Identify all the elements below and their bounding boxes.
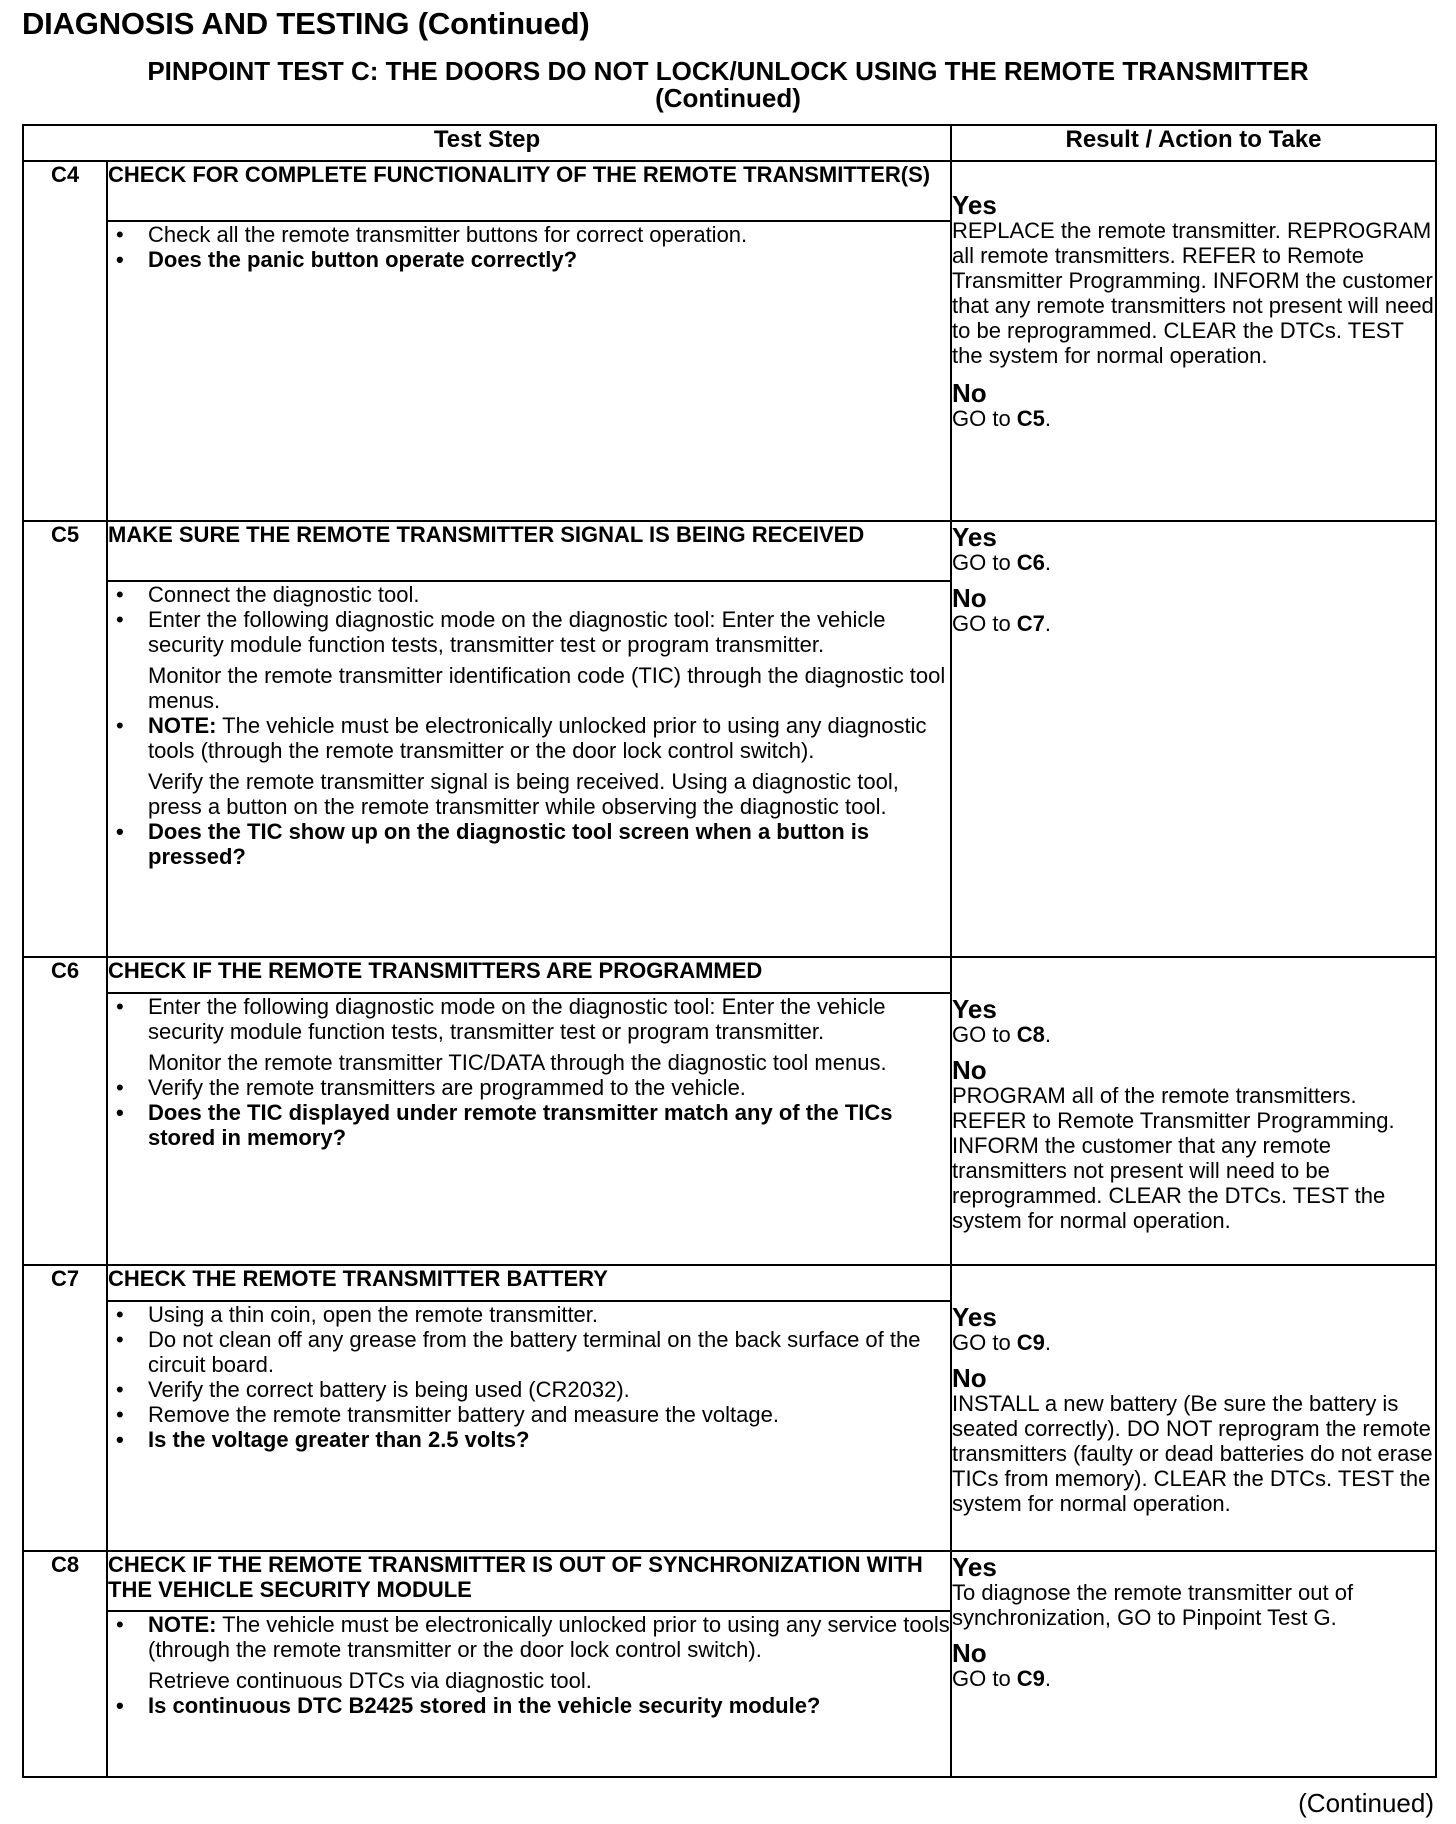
- result-no: [952, 1365, 1435, 1516]
- result-no: [952, 1057, 1435, 1233]
- yes-action: [952, 1330, 1435, 1355]
- step-question: • Is the voltage greater than 2.5 volts?: [108, 1427, 950, 1452]
- step-id: C4: [23, 161, 107, 521]
- step-paragraph: Monitor the remote transmitter identification code (TIC) through the diagnostic tool menus.: [148, 663, 946, 713]
- result-yes: [952, 524, 1435, 575]
- step-item: • Verify the correct battery is being used (CR2032).: [108, 1377, 950, 1402]
- step-item: • Enter the following diagnostic mode on the diagnostic tool: Enter the vehicle security module function tests, transmitter test or program transmitter.: [108, 607, 950, 657]
- result-yes: [952, 996, 1435, 1047]
- step-title: CHECK IF THE REMOTE TRANSMITTERS ARE PROGRAMMED: [107, 957, 951, 993]
- yes-label: Yes: [952, 994, 997, 1024]
- step-id: C5: [23, 521, 107, 957]
- goto-prefix: GO to: [952, 406, 1017, 431]
- table-header-row: [23, 125, 1436, 161]
- step-question: • Does the panic button operate correctly?: [108, 247, 950, 272]
- step-title: CHECK IF THE REMOTE TRANSMITTER IS OUT OF SYNCHRONIZATION WITH THE VEHICLE SECURITY MODULE: [107, 1551, 951, 1611]
- no-action: INSTALL a new battery (Be sure the battery is seated correctly). DO NOT reprogram the remote transmitters (faulty or dead batteries do not erase TICs from memory). CLEAR the DTCs. TEST the system for normal operation.: [952, 1391, 1433, 1516]
- step-body: [107, 221, 951, 521]
- step-item: • Do not clean off any grease from the battery terminal on the back surface of the circuit board.: [108, 1327, 950, 1377]
- yes-label: Yes: [952, 522, 997, 552]
- step-body: [107, 1611, 951, 1777]
- step-c8-title-row: [23, 1551, 1436, 1611]
- result-yes: [952, 192, 1435, 368]
- no-label: No: [952, 1638, 987, 1668]
- pinpoint-test-table: [22, 124, 1437, 1778]
- step-item: • Enter the following diagnostic mode on the diagnostic tool: Enter the vehicle security module function tests, transmitter test or program transmitter.: [108, 994, 950, 1044]
- step-c8-result: [951, 1551, 1436, 1777]
- column-header-result: Result / Action to Take: [951, 125, 1436, 161]
- result-no: [952, 380, 1435, 431]
- step-c5-title-row: [23, 521, 1436, 581]
- step-body: [107, 993, 951, 1265]
- step-c4-title-row: [23, 161, 1436, 221]
- step-id: C6: [23, 957, 107, 1265]
- goto-target-link[interactable]: C9: [1016, 1330, 1045, 1355]
- step-paragraph: Monitor the remote transmitter TIC/DATA through the diagnostic tool menus.: [148, 1050, 887, 1075]
- yes-action: REPLACE the remote transmitter. REPROGRAM all remote transmitters. REFER to Remote Transmitter Programming. INFORM the customer that any remote transmitters not present will need to be reprogrammed. CLEAR the DTCs. TEST the system for normal operation.: [952, 218, 1434, 368]
- step-c6-title-row: [23, 957, 1436, 993]
- step-title: CHECK THE REMOTE TRANSMITTER BATTERY: [107, 1265, 951, 1301]
- step-c7-title-row: [23, 1265, 1436, 1301]
- yes-label: Yes: [952, 190, 997, 220]
- goto-prefix: GO to: [952, 611, 1017, 636]
- step-note: [108, 1612, 950, 1662]
- note-label: NOTE:: [148, 1612, 217, 1637]
- step-c4-result: [951, 161, 1436, 521]
- no-action: PROGRAM all of the remote transmitters. REFER to Remote Transmitter Programming. INFORM the customer that any remote transmitters not present will need to be reprogrammed. CLEAR the DTCs. TEST the system for normal operation.: [952, 1083, 1395, 1233]
- step-item: • Check all the remote transmitter buttons for correct operation.: [108, 222, 950, 247]
- step-title: MAKE SURE THE REMOTE TRANSMITTER SIGNAL IS BEING RECEIVED: [107, 521, 951, 581]
- step-paragraph: Verify the remote transmitter signal is being received. Using a diagnostic tool, press a button on the remote transmitter while observing the diagnostic tool.: [148, 769, 899, 819]
- page-header: DIAGNOSIS AND TESTING (Continued): [22, 6, 590, 41]
- pinpoint-test-title: [22, 58, 1434, 112]
- result-yes: [952, 1554, 1435, 1630]
- no-label: No: [952, 378, 987, 408]
- note-text: The vehicle must be electronically unlocked prior to using any service tools (through the remote transmitter or the door lock control switch).: [148, 1612, 950, 1662]
- goto-target-link[interactable]: C9: [1016, 1666, 1045, 1691]
- goto-suffix: .: [1044, 406, 1052, 431]
- note-text: The vehicle must be electronically unlocked prior to using any diagnostic tools (through the remote transmitter or the door lock control switch).: [148, 713, 927, 763]
- goto-suffix: .: [1044, 1022, 1052, 1047]
- step-question: • Is continuous DTC B2425 stored in the vehicle security module?: [108, 1693, 950, 1718]
- goto-target-link[interactable]: C5: [1016, 406, 1045, 431]
- step-question: • Does the TIC show up on the diagnostic tool screen when a button is pressed?: [108, 819, 950, 869]
- no-label: No: [952, 1363, 987, 1393]
- no-label: No: [952, 583, 987, 613]
- step-item: • Using a thin coin, open the remote transmitter.: [108, 1302, 950, 1327]
- step-question: • Does the TIC displayed under remote transmitter match any of the TICs stored in memory?: [108, 1100, 950, 1150]
- no-action: [952, 611, 1435, 636]
- step-item: • Remove the remote transmitter battery and measure the voltage.: [108, 1402, 950, 1427]
- step-item: • Verify the remote transmitters are programmed to the vehicle.: [108, 1075, 950, 1100]
- result-no: [952, 1640, 1435, 1691]
- goto-target-link[interactable]: C6: [1016, 550, 1045, 575]
- column-header-test-step: Test Step: [23, 125, 951, 161]
- step-title: CHECK FOR COMPLETE FUNCTIONALITY OF THE REMOTE TRANSMITTER(S): [107, 161, 951, 221]
- goto-prefix: GO to: [952, 550, 1017, 575]
- goto-prefix: GO to: [952, 1022, 1017, 1047]
- goto-target-link[interactable]: C7: [1016, 611, 1045, 636]
- goto-prefix: GO to: [952, 1666, 1017, 1691]
- step-c6-result: [951, 957, 1436, 1265]
- goto-suffix: .: [1044, 1666, 1052, 1691]
- yes-action: [952, 550, 1435, 575]
- goto-suffix: .: [1044, 550, 1052, 575]
- step-item: • Connect the diagnostic tool.: [108, 582, 950, 607]
- step-paragraph: Retrieve continuous DTCs via diagnostic tool.: [148, 1668, 592, 1693]
- step-body: [107, 581, 951, 957]
- result-no: [952, 585, 1435, 636]
- yes-label: Yes: [952, 1302, 997, 1332]
- yes-action: [952, 1022, 1435, 1047]
- goto-prefix: GO to: [952, 1330, 1017, 1355]
- test-title-continued: (Continued): [655, 83, 801, 113]
- step-c7-result: [951, 1265, 1436, 1551]
- no-action: [952, 406, 1435, 431]
- no-action: [952, 1666, 1435, 1691]
- step-body: [107, 1301, 951, 1551]
- note-label: NOTE:: [148, 713, 217, 738]
- goto-suffix: .: [1044, 611, 1052, 636]
- goto-suffix: .: [1044, 1330, 1052, 1355]
- yes-label: Yes: [952, 1552, 997, 1582]
- step-id: C7: [23, 1265, 107, 1551]
- step-id: C8: [23, 1551, 107, 1777]
- test-title-line: PINPOINT TEST C: THE DOORS DO NOT LOCK/UNLOCK USING THE REMOTE TRANSMITTER: [147, 56, 1309, 86]
- no-label: No: [952, 1055, 987, 1085]
- continued-footer: (Continued): [1298, 1788, 1434, 1818]
- yes-action: To diagnose the remote transmitter out of synchronization, GO to Pinpoint Test G.: [952, 1580, 1354, 1630]
- goto-target-link[interactable]: C8: [1016, 1022, 1045, 1047]
- step-c5-result: [951, 521, 1436, 957]
- result-yes: [952, 1304, 1435, 1355]
- step-note: [108, 713, 950, 763]
